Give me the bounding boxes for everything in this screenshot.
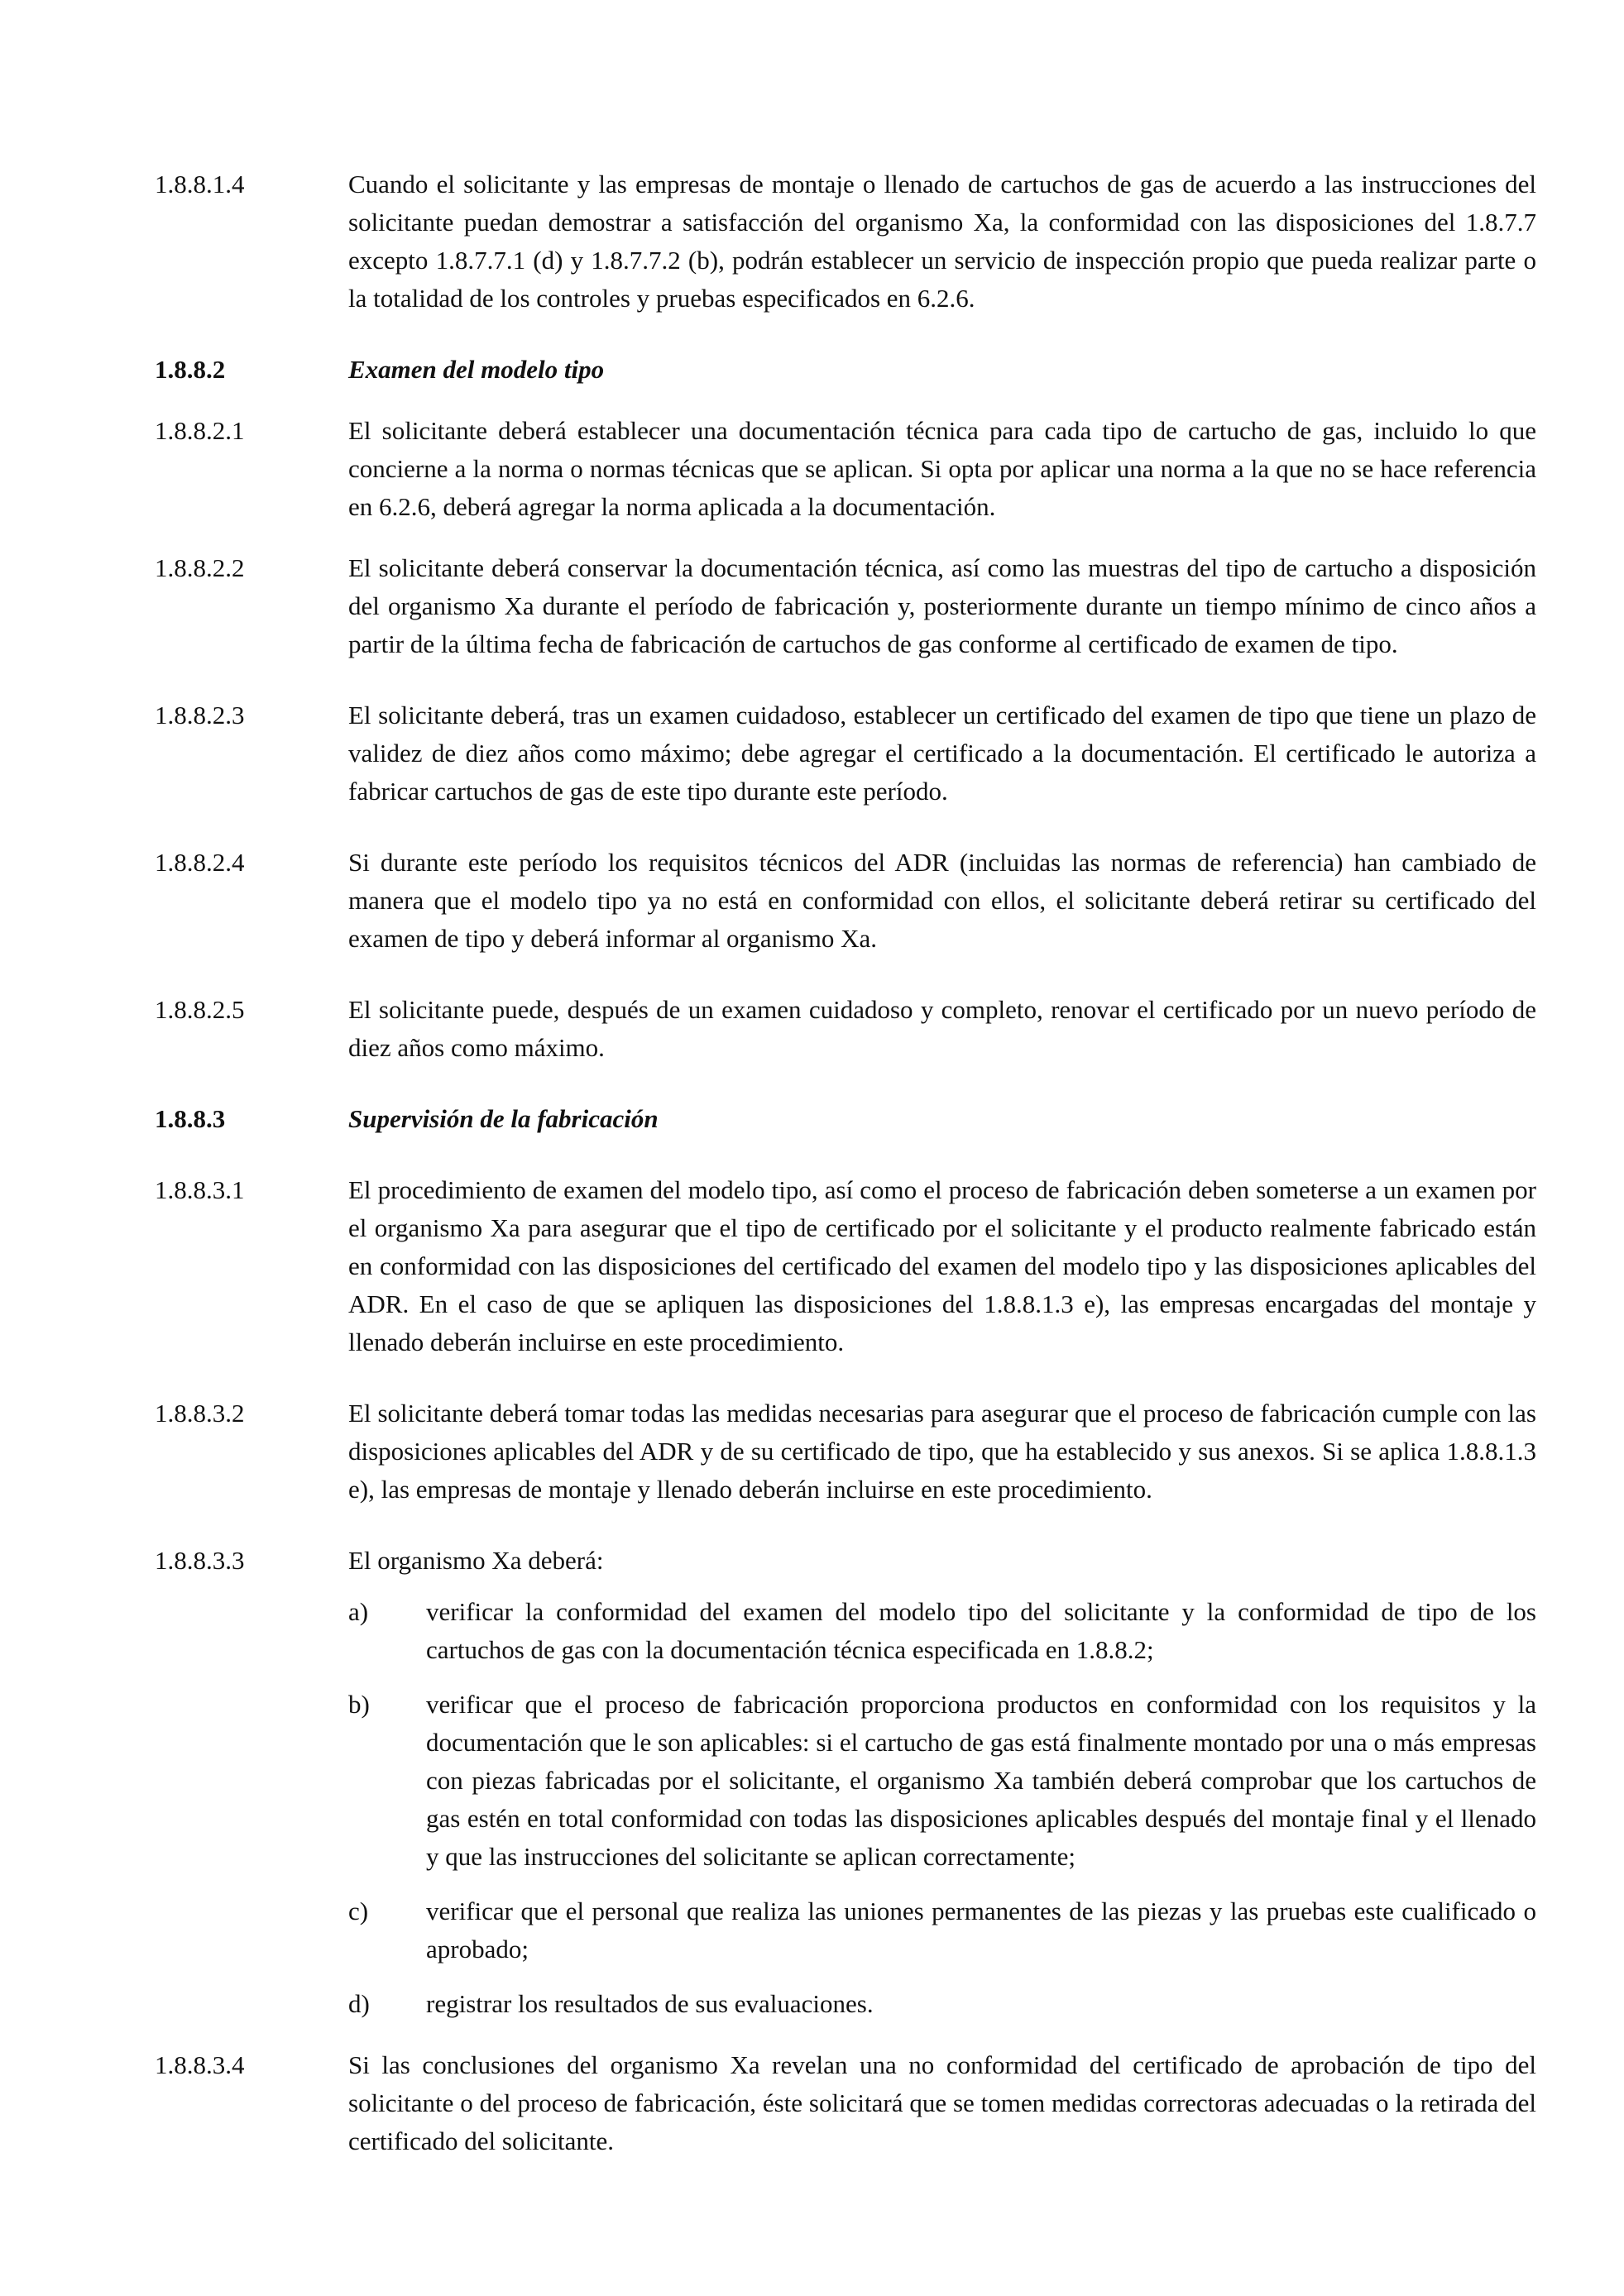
section-number: 1.8.8.2.3 [155,701,245,729]
section-text: Si las conclusiones del organismo Xa revelan una no conformidad del certificado de aprobación de tipo del solicitante o del proceso de fabricación, éste solicitará que se tomen medidas correctoras adecuadas o la retirada del certificado del solicitante. [348,2050,1536,2155]
section-1-8-8-3-3 [155,1542,1536,2023]
section-1-8-8-2-heading [155,351,1536,389]
list-item [348,1593,1536,1669]
section-1-8-8-3-1 [155,1171,1536,1361]
section-1-8-8-3-2 [155,1394,1536,1509]
section-number: 1.8.8.3.3 [155,1546,245,1575]
section-number: 1.8.8.3.2 [155,1399,245,1428]
section-number: 1.8.8.2 [155,355,226,384]
section-text: El solicitante deberá, tras un examen cuidadoso, establecer un certificado del examen de tipo que tiene un plazo de validez de diez años como máximo; debe agregar el certificado a la documentación. El certificado le autoriza a fabricar cartuchos de gas de este tipo durante este período. [348,701,1536,806]
section-text: El organismo Xa deberá: [348,1546,604,1575]
item-label: c) [348,1897,369,1925]
section-1-8-8-2-4 [155,844,1536,958]
section-number: 1.8.8.3.1 [155,1175,245,1204]
section-text: Cuando el solicitante y las empresas de montaje o llenado de cartuchos de gas de acuerdo a las instrucciones del solicitante puedan demostrar a satisfacción del organismo Xa, la conformidad con las disposiciones del 1.8.7.7 excepto 1.8.7.7.1 (d) y 1.8.7.7.2 (b), podrán establecer un servicio de inspección propio que pueda realizar parte o la totalidad de los controles y pruebas especificados en 6.2.6. [348,170,1536,313]
section-1-8-8-3-heading [155,1100,1536,1138]
section-heading: Supervisión de la fabricación [348,1104,659,1133]
section-number: 1.8.8.2.1 [155,416,245,445]
section-heading: Examen del modelo tipo [348,355,605,384]
section-text: El solicitante deberá conservar la documentación técnica, así como las muestras del tipo de cartucho a disposición del organismo Xa durante el período de fabricación y, posteriormente durante un tiempo mínimo de cinco años a partir de la última fecha de fabricación de cartuchos de gas conforme al certificado de examen de tipo. [348,553,1536,658]
section-text: El procedimiento de examen del modelo tipo, así como el proceso de fabricación deben someterse a un examen por el organismo Xa para asegurar que el tipo de certificado por el solicitante y el producto realmente fabricado están en conformidad con las disposiciones del certificado del examen del modelo tipo y las disposiciones aplicables del ADR. En el caso de que se apliquen las disposiciones del 1.8.8.1.3 e), las empresas encargadas del montaje y llenado deberán incluirse en este procedimiento. [348,1175,1536,1356]
section-1-8-8-2-5 [155,991,1536,1067]
item-label: a) [348,1597,369,1626]
section-text: El solicitante deberá tomar todas las medidas necesarias para asegurar que el proceso de fabricación cumple con las disposiciones aplicables del ADR y de su certificado de tipo, que ha establecido y sus anexos. Si se aplica 1.8.8.1.3 e), las empresas de montaje y llenado deberán incluirse en este procedimiento. [348,1399,1536,1504]
item-label: d) [348,1989,370,2018]
section-body [348,1542,1536,2023]
item-text: verificar la conformidad del examen del modelo tipo del solicitante y la conformidad de tipo de los cartuchos de gas con la documentación técnica especificada en 1.8.8.2; [426,1597,1536,1664]
list-item [348,1686,1536,1876]
section-number: 1.8.8.2.5 [155,995,245,1024]
item-text: verificar que el proceso de fabricación proporciona productos en conformidad con los requisitos y la documentación que le son aplicables: si el cartucho de gas está finalmente montado por una o más empresas con piezas fabricadas por el solicitante, el organismo Xa también deberá comprobar que los cartuchos de gas estén en total conformidad con todas las disposiciones aplicables después del montaje final y el llenado y que las instrucciones del solicitante se aplican correctamente; [426,1690,1536,1871]
section-1-8-8-2-3 [155,696,1536,811]
list-item [348,1985,1536,2023]
section-text: El solicitante deberá establecer una documentación técnica para cada tipo de cartucho de gas, incluido lo que concierne a la norma o normas técnicas que se aplican. Si opta por aplicar una norma a la que no se hace referencia en 6.2.6, deberá agregar la norma aplicada a la documentación. [348,416,1536,521]
section-number: 1.8.8.3.4 [155,2050,245,2079]
item-list [348,1593,1536,2023]
section-1-8-8-2-2 [155,549,1536,663]
list-item [348,1892,1536,1968]
item-text: registrar los resultados de sus evaluaciones. [426,1989,874,2018]
section-text: El solicitante puede, después de un examen cuidadoso y completo, renovar el certificado por un nuevo período de diez años como máximo. [348,995,1536,1062]
section-text: Si durante este período los requisitos técnicos del ADR (incluidas las normas de referencia) han cambiado de manera que el modelo tipo ya no está en conformidad con ellos, el solicitante deberá retirar su certificado del examen de tipo y deberá informar al organismo Xa. [348,848,1536,953]
document-page [155,165,1536,2193]
item-label: b) [348,1690,370,1719]
section-number: 1.8.8.2.2 [155,553,245,582]
section-number: 1.8.8.1.4 [155,170,245,199]
section-number: 1.8.8.2.4 [155,848,245,877]
section-number: 1.8.8.3 [155,1104,226,1133]
section-1-8-8-2-1 [155,412,1536,526]
section-1-8-8-1-4 [155,165,1536,318]
item-text: verificar que el personal que realiza las uniones permanentes de las piezas y las pruebas este cualificado o aprobado; [426,1897,1536,1964]
section-1-8-8-3-4 [155,2046,1536,2160]
